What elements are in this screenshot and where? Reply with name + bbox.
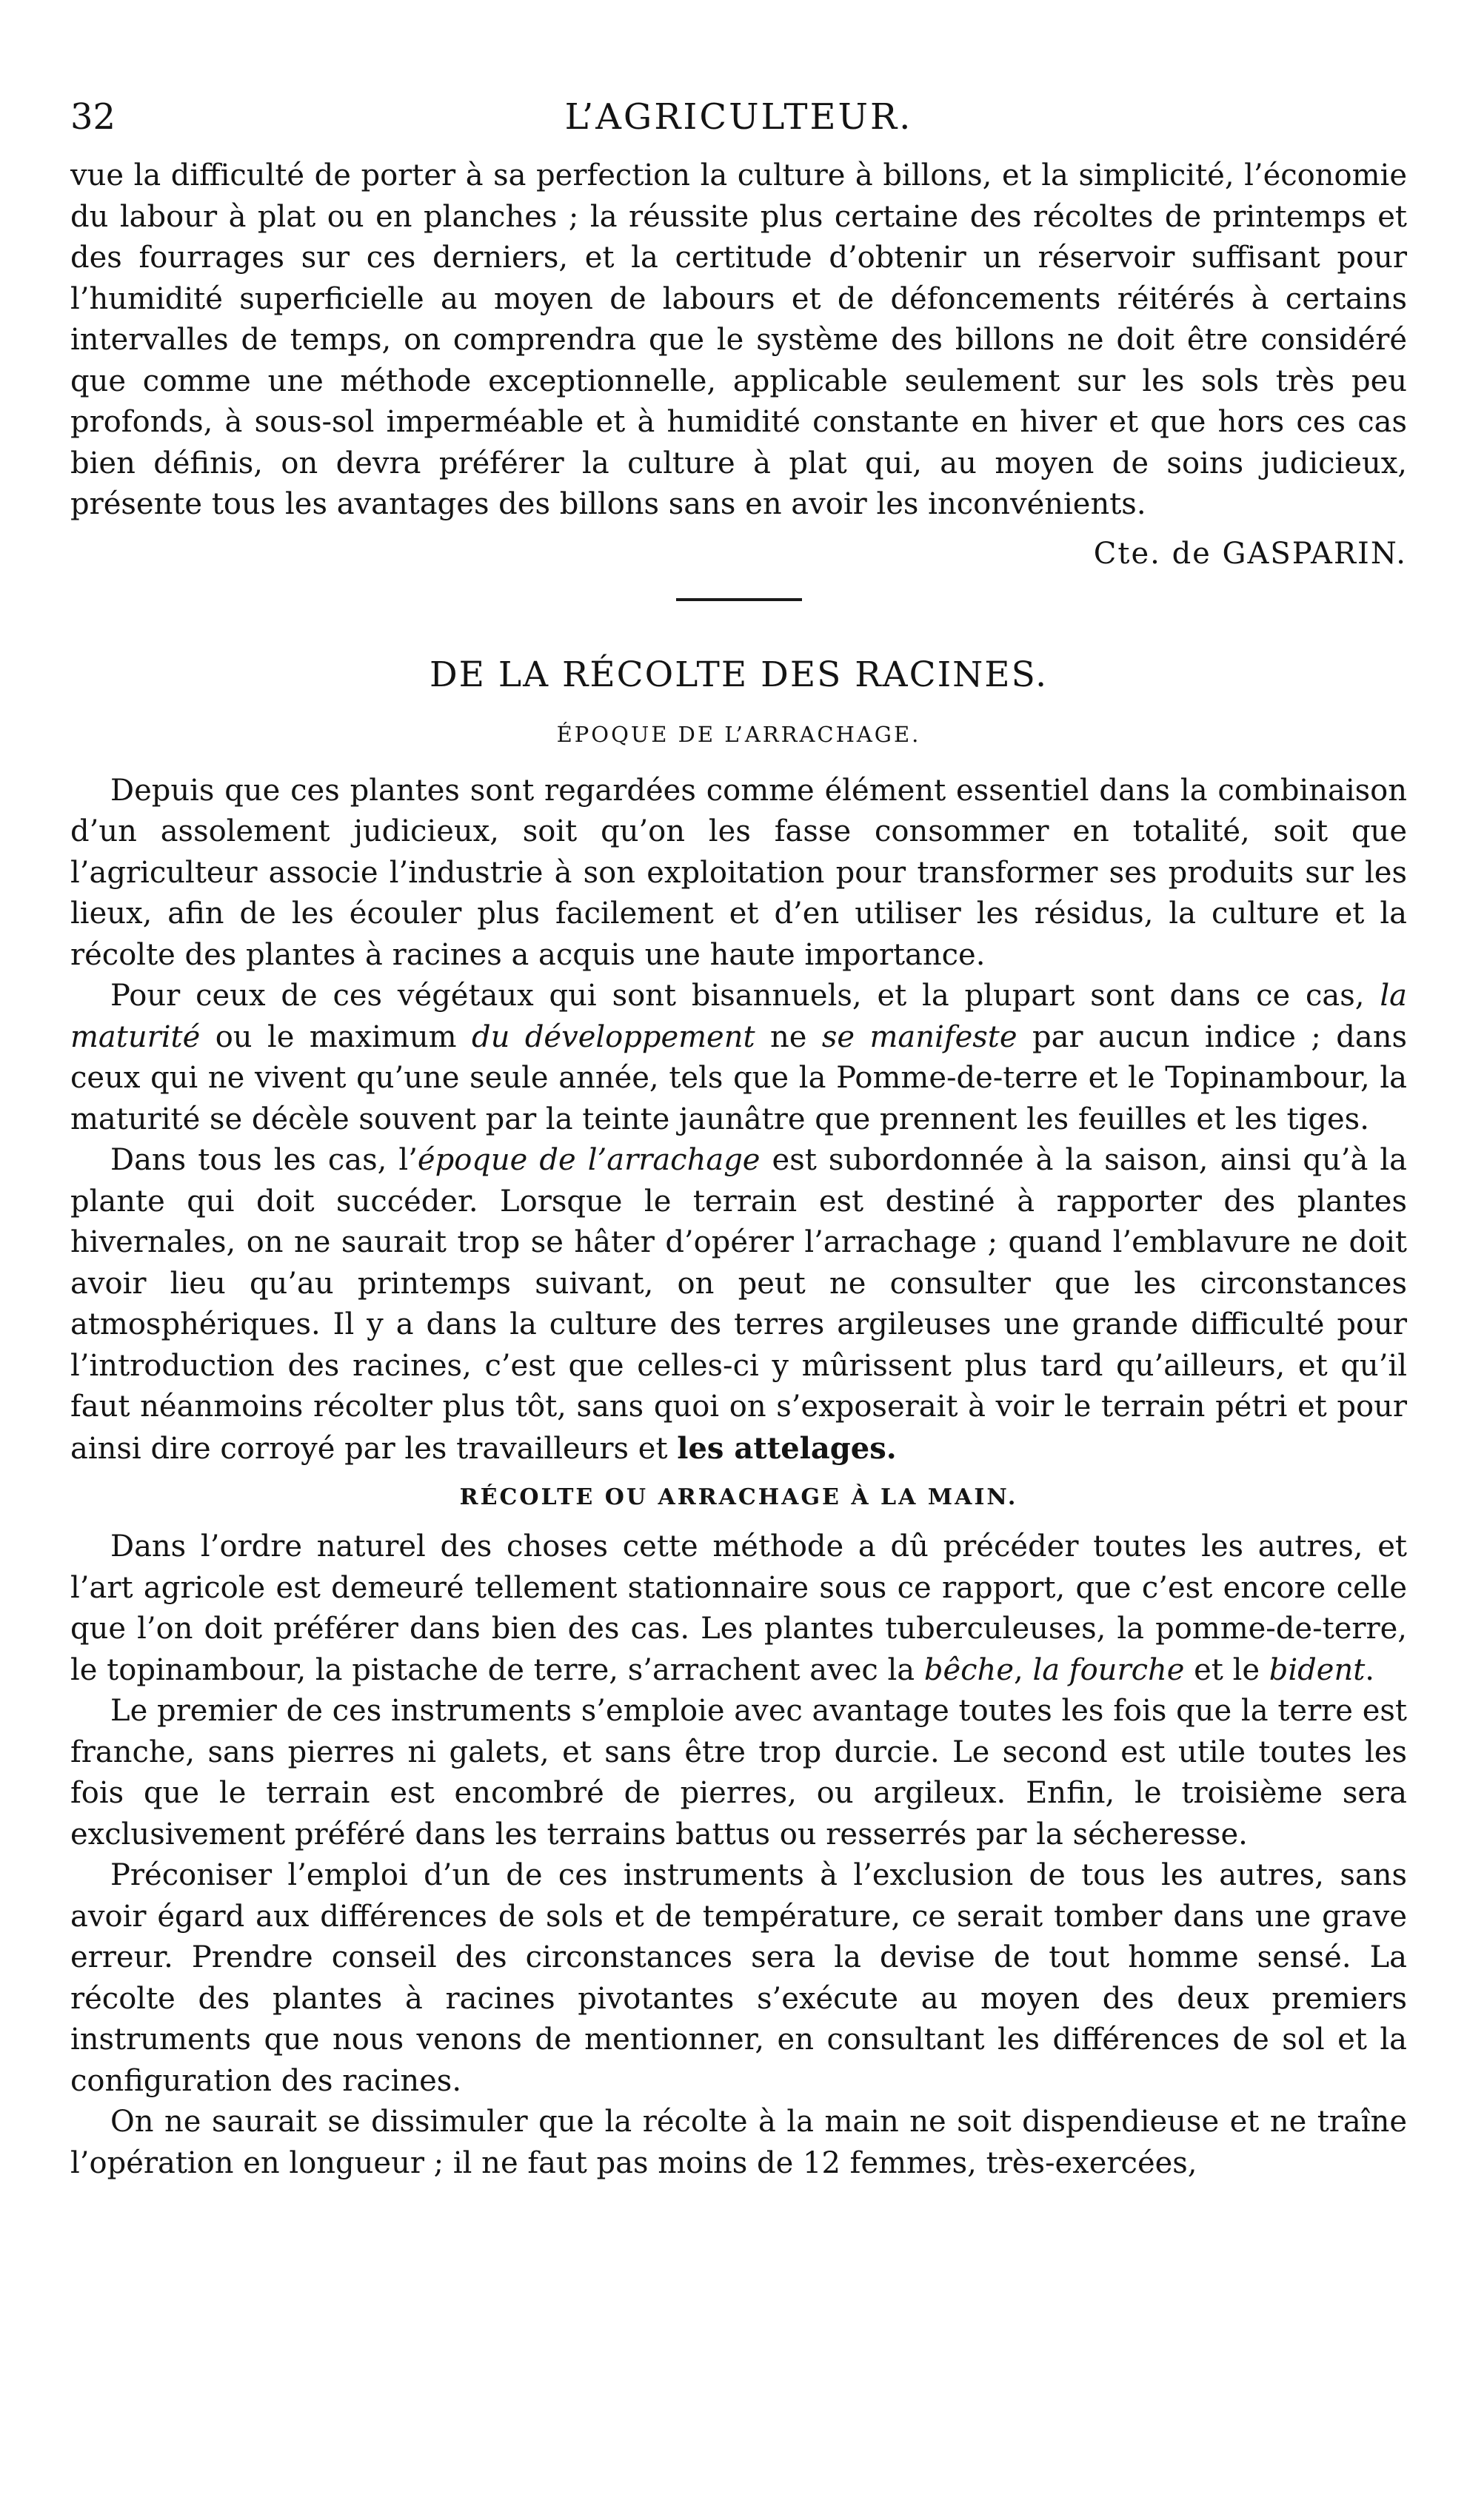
paragraph-5: Le premier de ces instruments s’emploie avec avantage toutes les fois que la terre est franche, sans pierres ni galets, et sans être trop durcie. Le second est utile toutes les fois que le terrain est encombré de pierres, ou argileux. Enfin, le troisième sera exclusivement préféré dans les terrains battus ou resserrés par la sécheresse. <box>70 1694 1407 1852</box>
paragraph-6: Préconiser l’emploi d’un de ces instruments à l’exclusion de tous les autres, sans avoir égard aux différences de sols et de température, ce serait tomber dans une grave erreur. Prendre conseil des circonstances sera la devise de tout homme sensé. La récolte des plantes à racines pivotantes s’exécute au moyen des deux premiers instruments que nous venons de mentionner, en consultant les différences de sol et la configuration des racines. <box>70 1858 1407 2098</box>
p4-em-bident: bident <box>1269 1652 1366 1687</box>
p2-text-b: ou le maximum <box>200 1019 472 1054</box>
p2-em-manifeste: se manifeste <box>821 1019 1017 1054</box>
p3-bold-attelages: les attelages. <box>677 1430 897 1466</box>
p4-text-c: et le <box>1184 1652 1269 1687</box>
p4-text-d: . <box>1365 1652 1374 1687</box>
subheading-epoque: ÉPOQUE DE L’ARRACHAGE. <box>556 721 921 747</box>
page-header <box>70 89 1407 155</box>
p3-text-b: est subordonnée à la saison, ainsi qu’à la plante qui doit succéder. Lorsque le terrain est destiné à rapporter des plantes hivernales, on ne saurait trop se hâter d’opérer l’arrachage ; quand l’emblavure ne doit avoir lieu qu’au printemps suivant, on peut ne consulter que les circonstances atmosphériques. Il y a dans la culture des terres argileuses une grande difficulté pour l’introduction des racines, c’est que celles-ci y mûrissent plus tard qu’ailleurs, et qu’il faut néanmoins récolter plus tôt, sans quoi on s’exposerait à voir le terrain pétri et pour ainsi dire corroyé par les travailleurs et <box>70 1143 1407 1466</box>
section-title: DE LA RÉCOLTE DES RACINES. <box>429 654 1049 695</box>
p3-em-epoque: époque de l’arrachage <box>417 1143 761 1177</box>
running-title: L’AGRICULTEUR. <box>564 96 913 138</box>
subheading-recolte-main: RÉCOLTE OU ARRACHAGE À LA MAIN. <box>459 1484 1018 1510</box>
section-body-2 <box>70 1527 1407 2184</box>
page-number: 32 <box>70 96 116 138</box>
p4-em-fourche: la fourche <box>1032 1652 1185 1687</box>
paragraph-1: Depuis que ces plantes sont regardées comme élément essentiel dans la combinaison d’un assolement judicieux, soit qu’on les fasse consommer en totalité, soit que l’agriculteur associe l’industrie à son exploitation pour transformer ses produits sur les lieux, afin de les écouler plus facilement et d’en utiliser les résidus, la culture et la récolte des plantes à racines a acquis une haute importance. <box>70 773 1407 972</box>
section-body <box>70 771 1407 1470</box>
p3-text-a: Dans tous les cas, l’ <box>110 1143 418 1177</box>
p2-text-d: par aucun indice ; dans ceux qui ne vivent qu’une seule année, tels que la Pomme-de-terre et le Topinambour, la maturité se décèle souvent par la teinte jaunâtre que prennent les feuilles et les tiges. <box>70 1019 1407 1136</box>
page <box>70 89 1407 2184</box>
p4-text-b: , <box>1014 1652 1033 1687</box>
p2-text-a: Pour ceux de ces végétaux qui sont bisannuels, et la plupart sont dans ce cas, <box>110 979 1380 1013</box>
p2-em-developpement: du développement <box>472 1019 755 1054</box>
p2-text-c: ne <box>755 1019 822 1054</box>
paragraph-4 <box>70 1527 1407 1691</box>
paragraph-3 <box>70 1140 1407 1470</box>
intro-paragraph: vue la difficulté de porter à sa perfection la culture à billons, et la simplicité, l’économie du labour à plat ou en planches ; la réussite plus certaine des récoltes de printemps et des fourrages sur ces derniers, et la certitude d’obtenir un réservoir suffisant pour l’humidité superficielle au moyen de labours et de défoncements réitérés à certains intervalles de temps, on comprendra que le système des billons ne doit être considéré que comme une méthode exceptionnelle, applicable seulement sur les sols très peu profonds, à sous-sol imperméable et à humidité constante en hiver et que hors ces cas bien définis, on devra préférer la culture à plat qui, au moyen de soins judicieux, présente tous les avantages des billons sans en avoir les inconvénients. <box>70 158 1407 521</box>
paragraph-7: On ne saurait se dissimuler que la récolte à la main ne soit dispendieuse et ne traîne l’opération en longueur ; il ne faut pas moins de 12 femmes, très-exercées, <box>70 2105 1407 2180</box>
p4-em-beche: bêche <box>923 1652 1014 1687</box>
intro-block <box>70 155 1407 526</box>
p2-em-maturite: la maturité <box>70 979 1407 1054</box>
section-divider <box>676 598 802 601</box>
p4-text-a: Dans l’ordre naturel des choses cette méthode a dû précéder toutes les autres, et l’art agricole est demeuré tellement stationnaire sous ce rapport, que c’est encore celle que l’on doit préférer dans bien des cas. Les plantes tuberculeuses, la pomme-de-terre, le topinambour, la pistache de terre, s’arrachent avec la <box>70 1529 1407 1687</box>
author-signature: Cte. de GASPARIN. <box>1093 536 1407 571</box>
paragraph-2 <box>70 976 1407 1140</box>
